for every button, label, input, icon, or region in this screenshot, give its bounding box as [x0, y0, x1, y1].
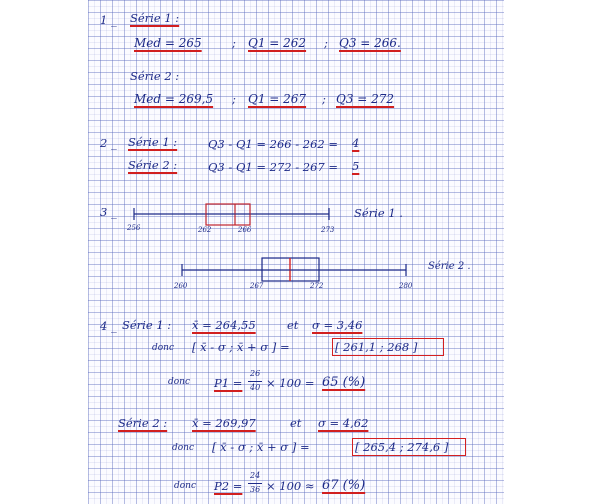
- section-4-serie2-label: Série 2 :: [118, 416, 168, 430]
- plot-2-label: Série 2 .: [428, 261, 471, 272]
- box-plot-serie-1: [134, 204, 329, 225]
- plot-1-label: Série 1 .: [354, 206, 403, 220]
- p2-result: 67 (%): [322, 478, 366, 493]
- p1-operation: × 100 =: [266, 376, 315, 390]
- p1-numerator: 26: [250, 369, 261, 378]
- fraction-bar: [248, 381, 262, 382]
- donc-word: donc: [174, 481, 197, 491]
- q1-serie-2: Q1 = 267: [248, 92, 307, 106]
- interval-expression: [ x̄ - σ ; x̄ + σ ] =: [192, 340, 290, 354]
- p2-numerator: 24: [250, 471, 261, 480]
- section-2-number: 2 _: [100, 136, 117, 150]
- p2-label: P2 =: [214, 479, 243, 493]
- tick-label: 272: [310, 282, 324, 290]
- p1-denominator: 40: [250, 383, 261, 392]
- tick-label: 280: [399, 282, 413, 290]
- tick-label: 256: [127, 224, 141, 232]
- tick-label: 266: [238, 226, 252, 234]
- box-plots: [88, 0, 504, 300]
- donc-word: donc: [172, 443, 195, 453]
- p1-label: P1 =: [214, 376, 243, 390]
- sigma-serie-2: σ = 4,62: [318, 416, 369, 430]
- section-2-serie2-label: Série 2 :: [128, 158, 178, 172]
- p2-denominator: 36: [250, 485, 261, 494]
- interval-expression: [ x̄ - σ ; x̄ + σ ] =: [212, 440, 310, 454]
- iqr-result-serie-1: 4: [352, 136, 360, 150]
- box-plot-serie-2: [182, 258, 406, 281]
- section-4-serie1-label: Série 1 :: [122, 318, 172, 332]
- interval-serie-1-box: [332, 338, 444, 356]
- donc-word: donc: [152, 343, 175, 353]
- q1-serie-1: Q1 = 262: [248, 36, 307, 50]
- tick-label: 267: [250, 282, 264, 290]
- iqr-expression-serie-2: Q3 - Q1 = 272 - 267 =: [208, 160, 339, 174]
- iqr-expression-serie-1: Q3 - Q1 = 266 - 262 =: [208, 137, 339, 151]
- separator: ;: [232, 36, 236, 50]
- section-1-number: 1 _: [100, 13, 117, 27]
- donc-word: donc: [168, 377, 191, 387]
- separator: ;: [322, 92, 326, 106]
- section-4-number: 4 _: [100, 319, 117, 333]
- graph-paper-sheet: [88, 0, 504, 504]
- interval-serie-1: [ 261,1 ; 268 ]: [335, 340, 418, 354]
- p1-result: 65 (%): [322, 375, 366, 390]
- section-2-serie1-label: Série 1 :: [128, 135, 178, 149]
- tick-label: 260: [174, 282, 188, 290]
- separator: ;: [232, 92, 236, 106]
- mean-serie-1: x̄ = 264,55: [192, 318, 256, 332]
- sigma-serie-1: σ = 3,46: [312, 318, 363, 332]
- section-1-serie1-title: Série 1 :: [130, 11, 180, 25]
- median-serie-1: Med = 265: [134, 36, 202, 50]
- fraction-bar: [248, 483, 262, 484]
- et-word: et: [287, 318, 299, 332]
- q3-serie-2: Q3 = 272: [336, 92, 395, 106]
- tick-label: 262: [198, 226, 212, 234]
- mean-serie-2: x̄ = 269,97: [192, 416, 256, 430]
- section-1-serie2-title: Série 2 :: [130, 69, 180, 83]
- p2-operation: × 100 ≈: [266, 479, 315, 493]
- et-word: et: [290, 416, 302, 430]
- q3-serie-1: Q3 = 266.: [339, 36, 401, 50]
- section-3-number: 3 _: [100, 205, 117, 219]
- separator: ;: [324, 36, 328, 50]
- interval-serie-2: [ 265,4 ; 274,6 ]: [355, 440, 449, 454]
- median-serie-2: Med = 269,5: [134, 92, 214, 106]
- tick-label: 273: [321, 226, 335, 234]
- iqr-result-serie-2: 5: [352, 159, 360, 173]
- interval-serie-2-box: [352, 438, 466, 456]
